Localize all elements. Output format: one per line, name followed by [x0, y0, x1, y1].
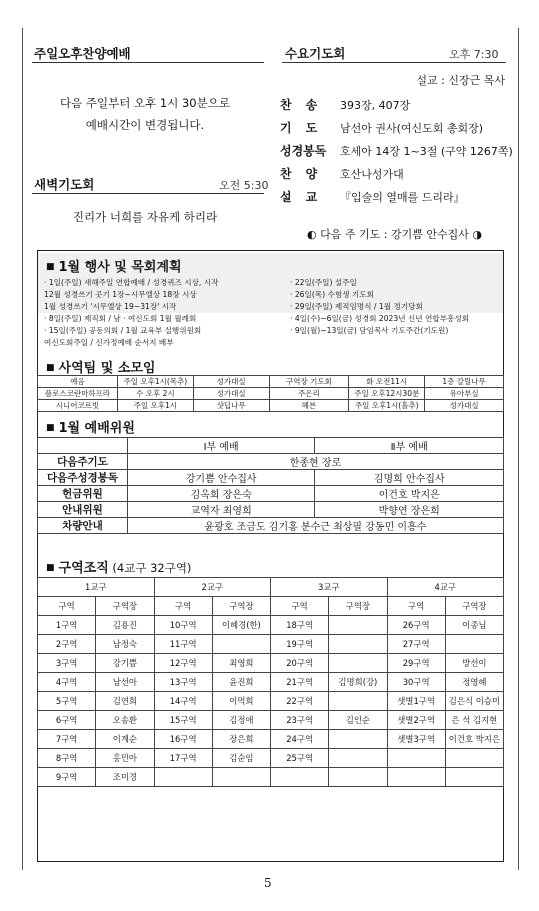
district-cell: 29구역	[387, 654, 445, 673]
district-cell	[329, 635, 387, 654]
district-cell: 방선이	[445, 654, 503, 673]
district-cell: 16구역	[154, 730, 212, 749]
info-box	[37, 250, 504, 862]
district-cell: 10구역	[154, 616, 212, 635]
wed-row-sermon: 설교 『입술의 열매를 드리라』	[280, 190, 465, 204]
ministry-table	[37, 375, 504, 412]
events-title: ■ 1월 행사 및 목회계획	[46, 260, 182, 275]
district-cell	[271, 768, 329, 787]
district-cell: 5구역	[38, 692, 96, 711]
district-cell: 김명희(강)	[329, 673, 387, 692]
divider	[282, 62, 506, 63]
districts-title: ■ 구역조직 (4교구 32구역)	[46, 561, 192, 576]
district-cell: 21구역	[271, 673, 329, 692]
district-cell: 오송환	[96, 711, 154, 730]
district-cell: 이먹희	[212, 692, 270, 711]
table-row	[38, 616, 504, 635]
district-cell	[329, 692, 387, 711]
district-cell: 8구역	[38, 749, 96, 768]
district-cell: 26구역	[387, 616, 445, 635]
table-row	[38, 768, 504, 787]
page-number: 5	[264, 876, 272, 890]
district-cell: 김인순	[329, 711, 387, 730]
district-cell: 15구역	[154, 711, 212, 730]
table-row	[38, 730, 504, 749]
events-left: · 1일(주일) 새해주일 연합예배 / 성경퀴즈 시상, 시작 12월 성경쓰기 곳기 1장~시무엘상 18장 시상 1월 성경쓰기 '시무엘상 19~31장' 시작 · 8일(주일) 제직회 / 남 · 여신도회 1월 월례회 · 15일(주일) 공동의회 / 1월 교육부 실행위원회 여신도회주일 / 신가정예배 순서지 배부	[44, 278, 219, 347]
district-cell: 이혜경(한)	[212, 616, 270, 635]
district-cell: 1구역	[38, 616, 96, 635]
districts-table	[37, 577, 504, 787]
district-cell	[329, 730, 387, 749]
wed-row-reading: 성경봉독 호세아 14장 1~3절 (구약 1267쪽)	[280, 144, 513, 158]
district-cell: 은 석 김지현	[445, 711, 503, 730]
district-cell: 27구역	[387, 635, 445, 654]
district-cell	[329, 768, 387, 787]
table-row	[38, 692, 504, 711]
district-cell: 윤진희	[212, 673, 270, 692]
district-cell: 최영희	[212, 654, 270, 673]
table-row: Ⅰ부 예배 Ⅱ부 예배	[38, 438, 504, 454]
district-cell: 23구역	[271, 711, 329, 730]
district-cell: 강기쁨	[96, 654, 154, 673]
district-cell: 샛별2구역	[387, 711, 445, 730]
district-cell: 19구역	[271, 635, 329, 654]
wednesday-time: 오후 7:30	[449, 48, 499, 61]
wednesday-title: 수요기도회	[285, 46, 346, 61]
table-row: 구역 구역장 구역 구역장 구역 구역장 구역 구역장	[38, 597, 504, 616]
district-cell: 이건호 박지은	[445, 730, 503, 749]
district-cell: 김순임	[212, 749, 270, 768]
table-row: 플로스코란마하프라 수 오후 2시 성가대실 주은리 주일 오후12시30분 유아부실	[38, 388, 504, 400]
district-cell: 6구역	[38, 711, 96, 730]
dawn-message: 진리가 너희를 자유케 하리라	[72, 210, 218, 224]
wed-row-hymn: 찬송 393장, 407장	[280, 98, 411, 112]
table-row: 다음주기도 한종현 장로	[38, 454, 504, 470]
table-row: 예음 주일 오후1시(목추) 성가대실 구역장 기도회 화 오전11시 1층 갈릴나무	[38, 376, 504, 388]
district-cell: 30구역	[387, 673, 445, 692]
district-cell: 이계순	[96, 730, 154, 749]
district-cell: 13구역	[154, 673, 212, 692]
district-cell: 12구역	[154, 654, 212, 673]
sunday-notice	[30, 92, 260, 136]
district-cell	[445, 635, 503, 654]
ministry-title: ■ 사역팀 및 소모임	[46, 361, 156, 376]
district-cell	[329, 654, 387, 673]
district-cell: 정영혜	[445, 673, 503, 692]
wednesday-preacher: 설교 : 신장근 목사	[416, 74, 505, 87]
district-cell	[212, 768, 270, 787]
district-cell: 24구역	[271, 730, 329, 749]
district-cell: 17구역	[154, 749, 212, 768]
district-cell: 20구역	[271, 654, 329, 673]
district-cell: 3구역	[38, 654, 96, 673]
district-cell: 김정애	[212, 711, 270, 730]
table-row: 다음주성경봉독 강기쁨 안수집사 김명희 안수집사	[38, 470, 504, 486]
district-cell: 샛별1구역	[387, 692, 445, 711]
table-row: 헌금위원 김옥희 장은숙 이건호 박지은	[38, 486, 504, 502]
divider	[32, 62, 264, 63]
divider	[32, 193, 264, 194]
table-row	[38, 654, 504, 673]
district-cell	[387, 768, 445, 787]
table-row: 차량안내 윤광호 조금도 김기홍 분수근 최상필 강동민 이흥수	[38, 518, 504, 534]
district-cell: 9구역	[38, 768, 96, 787]
district-cell: 남정숙	[96, 635, 154, 654]
events-right: · 22일(주일) 설주일 · 26일(목) 수험생 기도회 · 29일(주일) 제직임명식 / 1월 정기당회 · 4일(수)~6일(금) 성경회 2023년 신년 연합부흥성회 · 9일(월)~13일(금) 담임목사 기도주간(기도원)	[290, 278, 470, 335]
district-cell: 조미경	[96, 768, 154, 787]
sunday-afternoon-title: 주일오후찬양예배	[34, 46, 131, 61]
notice-line-2: 예배시간이 변경됩니다.	[85, 118, 205, 132]
district-cell: 이종님	[445, 616, 503, 635]
next-week-prayer: ◐ 다음 주 기도 : 강기쁨 안수집사 ◑	[307, 228, 482, 241]
district-cell: 김용진	[96, 616, 154, 635]
district-cell: 샛별3구역	[387, 730, 445, 749]
district-cell	[387, 749, 445, 768]
table-row	[38, 673, 504, 692]
wed-row-choir: 찬양 호산나성가대	[280, 167, 404, 181]
district-cell: 김은식 이승미	[445, 692, 503, 711]
table-row: 1교구 2교구 3교구 4교구	[38, 578, 504, 597]
district-cell	[154, 768, 212, 787]
district-cell: 14구역	[154, 692, 212, 711]
district-cell: 22구역	[271, 692, 329, 711]
district-cell: 장은희	[212, 730, 270, 749]
district-cell	[445, 749, 503, 768]
district-cell: 7구역	[38, 730, 96, 749]
table-row: 시니어코르빗 주일 오후1시 샷딥나무 혜븐 주일 오후1시(홀추) 성가대실	[38, 400, 504, 412]
district-cell: 남선아	[96, 673, 154, 692]
district-cell: 홍민아	[96, 749, 154, 768]
dawn-prayer-time: 오전 5:30	[219, 179, 269, 192]
worship-table	[37, 437, 504, 534]
notice-line-1: 다음 주일부터 오후 1시 30분으로	[60, 96, 230, 110]
district-cell: 18구역	[271, 616, 329, 635]
district-cell	[329, 749, 387, 768]
district-cell: 4구역	[38, 673, 96, 692]
table-row	[38, 711, 504, 730]
district-cell	[329, 616, 387, 635]
district-cell: 2구역	[38, 635, 96, 654]
table-row: 안내위원 교역자 최영희 박향연 장은희	[38, 502, 504, 518]
district-cell: 김연희	[96, 692, 154, 711]
district-cell	[445, 768, 503, 787]
district-cell: 11구역	[154, 635, 212, 654]
worship-title: ■ 1월 예배위원	[46, 421, 135, 436]
district-cell	[212, 635, 270, 654]
dawn-prayer-title: 새벽기도회	[34, 177, 95, 192]
table-row	[38, 749, 504, 768]
wed-row-prayer: 기도 남선아 권사(여신도회 총회장)	[280, 121, 484, 135]
table-row	[38, 635, 504, 654]
district-cell: 25구역	[271, 749, 329, 768]
